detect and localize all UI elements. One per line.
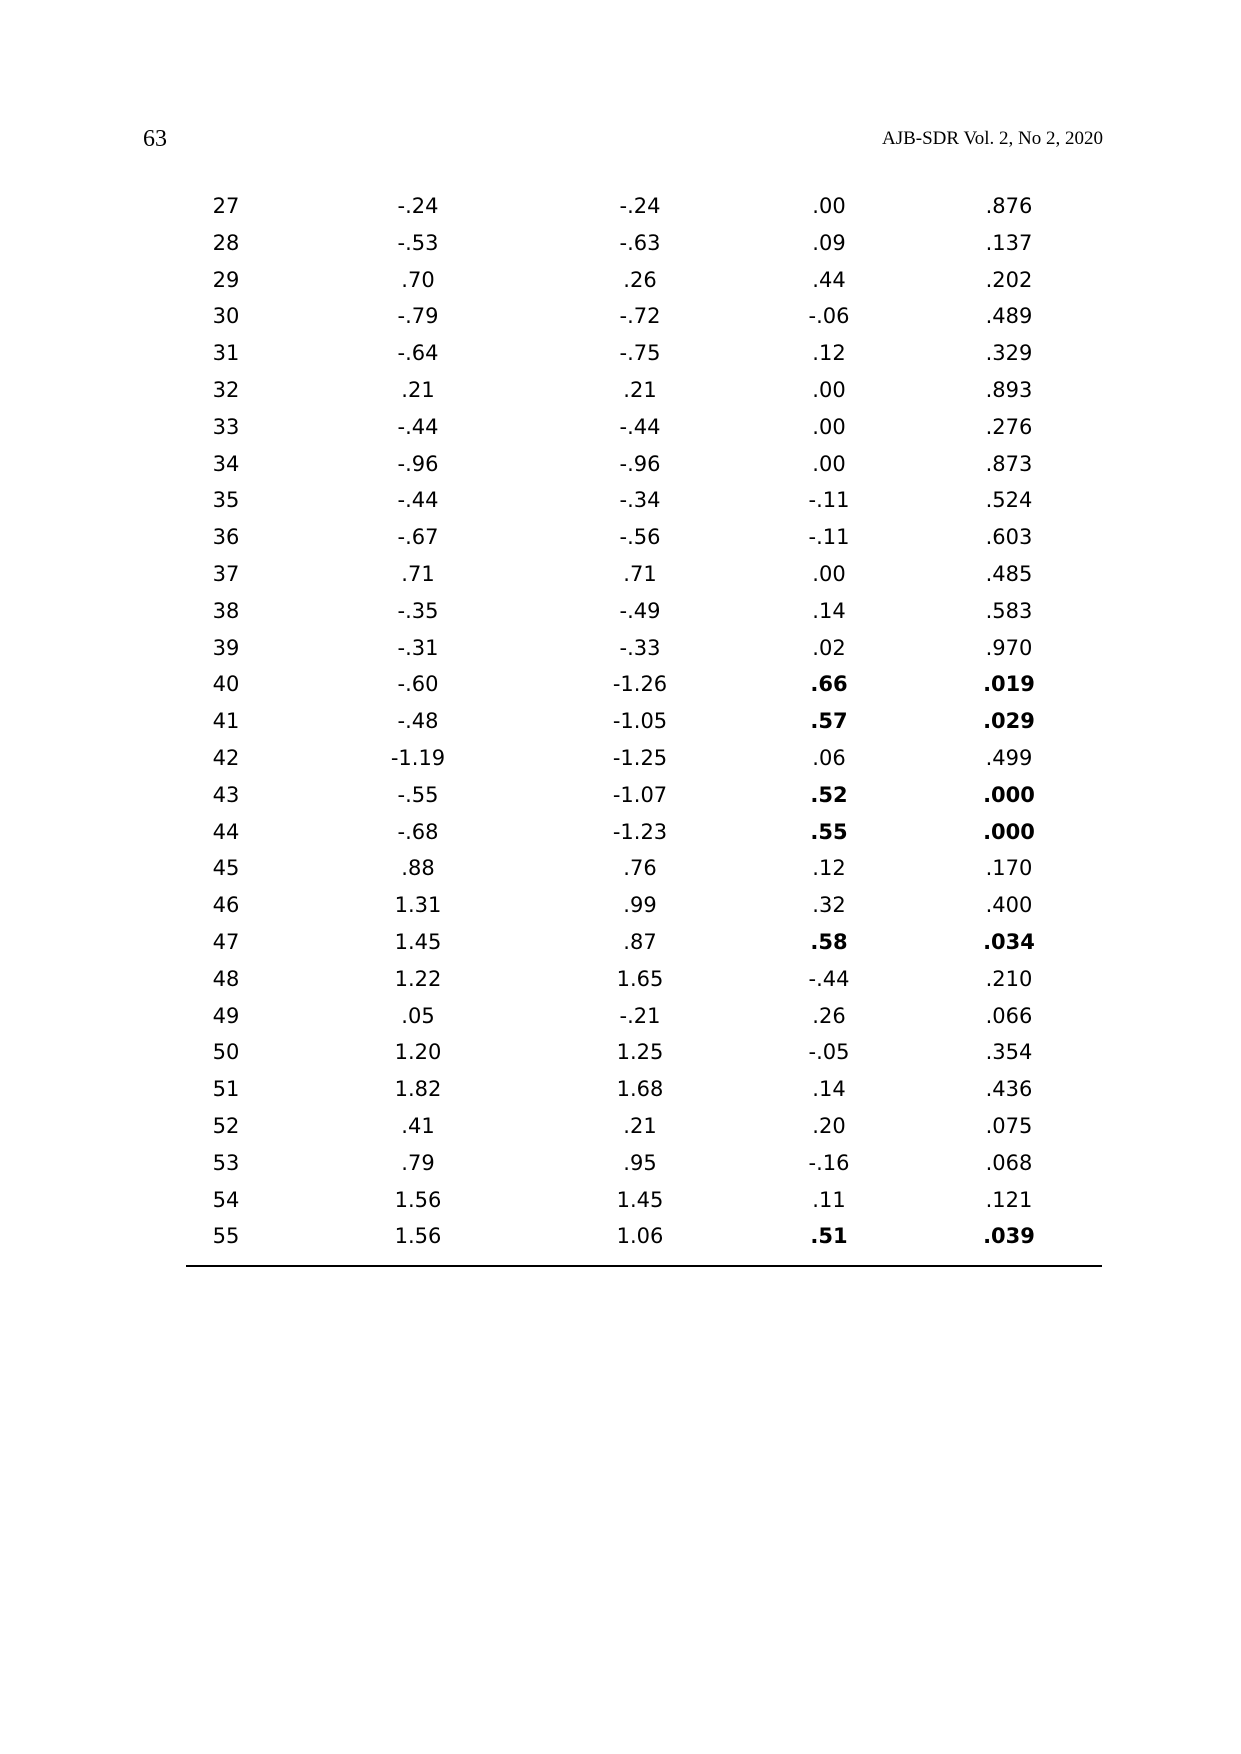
cell-difference: .14 [812,1077,846,1102]
cell-value-2: .76 [623,856,657,881]
table-row [186,519,1102,556]
cell-item-number: 33 [212,414,240,439]
cell-item-number: 34 [212,451,240,476]
cell-p-value: .039 [983,1224,1035,1249]
cell-value-2: .26 [623,267,657,292]
cell-value-2: -.56 [619,525,661,550]
table-row [186,298,1102,335]
cell-item-number: 37 [212,561,240,586]
cell-item-number: 31 [212,341,240,366]
table-row [186,482,1102,519]
cell-value-1: 1.45 [394,929,442,954]
cell-value-2: -.34 [619,488,661,513]
cell-p-value: .583 [985,598,1033,623]
cell-item-number: 32 [212,377,240,402]
cell-difference: .57 [810,709,848,734]
data-table [186,188,1102,1255]
cell-difference: .12 [812,856,846,881]
table-row [186,1182,1102,1219]
cell-value-1: 1.56 [394,1224,442,1249]
cell-value-1: .41 [401,1113,435,1138]
cell-p-value: .034 [983,929,1035,954]
cell-value-2: -1.26 [612,672,668,697]
cell-value-1: -.53 [397,230,439,255]
cell-value-1: -.55 [397,782,439,807]
cell-value-2: 1.65 [616,966,664,991]
table-row [186,1108,1102,1145]
cell-value-1: 1.82 [394,1077,442,1102]
table-row [186,188,1102,225]
cell-p-value: .000 [983,819,1035,844]
cell-p-value: .075 [985,1113,1033,1138]
journal-header: AJB-SDR Vol. 2, No 2, 2020 [881,128,1103,149]
cell-value-1: -.60 [397,672,439,697]
cell-difference: .09 [812,230,846,255]
cell-p-value: .066 [985,1003,1033,1028]
cell-p-value: .970 [985,635,1033,660]
cell-value-2: -.44 [619,414,661,439]
table-row [186,446,1102,483]
cell-difference: .55 [810,819,848,844]
cell-p-value: .276 [985,414,1033,439]
cell-value-2: .21 [623,377,657,402]
table-row [186,887,1102,924]
cell-value-2: .21 [623,1113,657,1138]
table-row [186,556,1102,593]
cell-value-2: -1.23 [612,819,668,844]
cell-difference: .14 [812,598,846,623]
cell-item-number: 48 [212,966,240,991]
cell-value-1: .88 [401,856,435,881]
cell-p-value: .170 [985,856,1033,881]
table-row [186,814,1102,851]
cell-value-2: -.72 [619,304,661,329]
cell-p-value: .524 [985,488,1033,513]
cell-value-1: 1.20 [394,1040,442,1065]
cell-value-1: .70 [401,267,435,292]
cell-p-value: .485 [985,561,1033,586]
table-row [186,372,1102,409]
cell-value-2: -1.25 [612,745,668,770]
cell-p-value: .873 [985,451,1033,476]
cell-value-2: -.96 [619,451,661,476]
cell-p-value: .499 [985,745,1033,770]
cell-difference: .58 [810,929,848,954]
cell-p-value: .029 [983,709,1035,734]
cell-p-value: .137 [985,230,1033,255]
cell-item-number: 53 [212,1150,240,1175]
cell-item-number: 46 [212,893,240,918]
cell-item-number: 54 [212,1187,240,1212]
cell-p-value: .000 [983,782,1035,807]
cell-difference: .00 [812,194,846,218]
cell-item-number: 41 [212,709,240,734]
cell-value-1: -.48 [397,709,439,734]
cell-value-2: 1.06 [616,1224,664,1249]
cell-value-1: 1.31 [394,893,442,918]
cell-value-2: -.49 [619,598,661,623]
cell-value-2: -.33 [619,635,661,660]
cell-p-value: .121 [985,1187,1033,1212]
table-row [186,1145,1102,1182]
cell-p-value: .489 [985,304,1033,329]
cell-p-value: .354 [985,1040,1033,1065]
cell-value-1: -1.19 [390,745,446,770]
cell-p-value: .893 [985,377,1033,402]
cell-difference: .00 [812,414,846,439]
cell-difference: .11 [812,1187,846,1212]
table-row [186,262,1102,299]
cell-item-number: 51 [212,1077,240,1102]
cell-value-2: 1.68 [616,1077,664,1102]
cell-value-1: -.96 [397,451,439,476]
cell-item-number: 39 [212,635,240,660]
cell-value-1: -.35 [397,598,439,623]
cell-p-value: .202 [985,267,1033,292]
cell-item-number: 35 [212,488,240,513]
cell-item-number: 49 [212,1003,240,1028]
table-row [186,740,1102,777]
table-row [186,666,1102,703]
cell-difference: .66 [810,672,848,697]
cell-difference: .00 [812,451,846,476]
cell-difference: .00 [812,561,846,586]
table-row [186,777,1102,814]
cell-difference: -.16 [808,1150,850,1175]
cell-value-2: .99 [623,893,657,918]
cell-value-2: -.21 [619,1003,661,1028]
table-row [186,924,1102,961]
table-bottom-rule [186,1265,1102,1267]
cell-difference: .44 [812,267,846,292]
cell-item-number: 40 [212,672,240,697]
cell-item-number: 52 [212,1113,240,1138]
cell-item-number: 43 [212,782,240,807]
cell-value-2: -1.07 [612,782,668,807]
cell-item-number: 44 [212,819,240,844]
cell-p-value: .210 [985,966,1033,991]
cell-value-1: -.44 [397,414,439,439]
cell-value-2: .87 [623,929,657,954]
cell-p-value: .329 [985,341,1033,366]
cell-difference: .02 [812,635,846,660]
cell-difference: -.11 [808,525,850,550]
cell-difference: -.44 [808,966,850,991]
cell-item-number: 50 [212,1040,240,1065]
cell-value-1: -.68 [397,819,439,844]
table-row [186,703,1102,740]
cell-p-value: .436 [985,1077,1033,1102]
table-row [186,225,1102,262]
cell-value-1: .21 [401,377,435,402]
cell-item-number: 42 [212,745,240,770]
cell-value-1: 1.22 [394,966,442,991]
cell-difference: .52 [810,782,848,807]
cell-value-1: -.64 [397,341,439,366]
table-row [186,961,1102,998]
cell-difference: .12 [812,341,846,366]
cell-value-1: .71 [401,561,435,586]
cell-difference: -.06 [808,304,850,329]
cell-p-value: .876 [985,194,1033,218]
cell-value-2: .95 [623,1150,657,1175]
cell-value-2: 1.25 [616,1040,664,1065]
cell-value-2: 1.45 [616,1187,664,1212]
cell-difference: -.05 [808,1040,850,1065]
cell-item-number: 47 [212,929,240,954]
cell-item-number: 45 [212,856,240,881]
cell-item-number: 27 [212,194,240,218]
table-row [186,1071,1102,1108]
cell-item-number: 55 [212,1224,240,1249]
cell-item-number: 38 [212,598,240,623]
cell-difference: .26 [812,1003,846,1028]
cell-difference: -.11 [808,488,850,513]
cell-p-value: .019 [983,672,1035,697]
table-row [186,1218,1102,1255]
cell-item-number: 30 [212,304,240,329]
page-number: 63 [143,126,167,152]
cell-p-value: .603 [985,525,1033,550]
cell-value-1: .05 [401,1003,435,1028]
cell-value-1: -.44 [397,488,439,513]
table-row [186,335,1102,372]
table-row [186,593,1102,630]
cell-item-number: 29 [212,267,240,292]
table-row [186,409,1102,446]
cell-difference: .00 [812,377,846,402]
cell-item-number: 36 [212,525,240,550]
table-row [186,1034,1102,1071]
cell-value-1: 1.56 [394,1187,442,1212]
cell-value-2: -.75 [619,341,661,366]
cell-value-1: -.24 [397,194,439,218]
cell-value-2: .71 [623,561,657,586]
cell-value-2: -.63 [619,230,661,255]
cell-difference: .51 [810,1224,848,1249]
cell-value-1: -.67 [397,525,439,550]
table-row [186,998,1102,1035]
cell-value-2: -.24 [619,194,661,218]
cell-item-number: 28 [212,230,240,255]
cell-difference: .20 [812,1113,846,1138]
cell-value-1: -.31 [397,635,439,660]
cell-value-2: -1.05 [612,709,668,734]
cell-value-1: -.79 [397,304,439,329]
cell-p-value: .068 [985,1150,1033,1175]
table-row [186,850,1102,887]
table-row [186,630,1102,667]
cell-difference: .32 [812,893,846,918]
cell-value-1: .79 [401,1150,435,1175]
cell-p-value: .400 [985,893,1033,918]
cell-difference: .06 [812,745,846,770]
